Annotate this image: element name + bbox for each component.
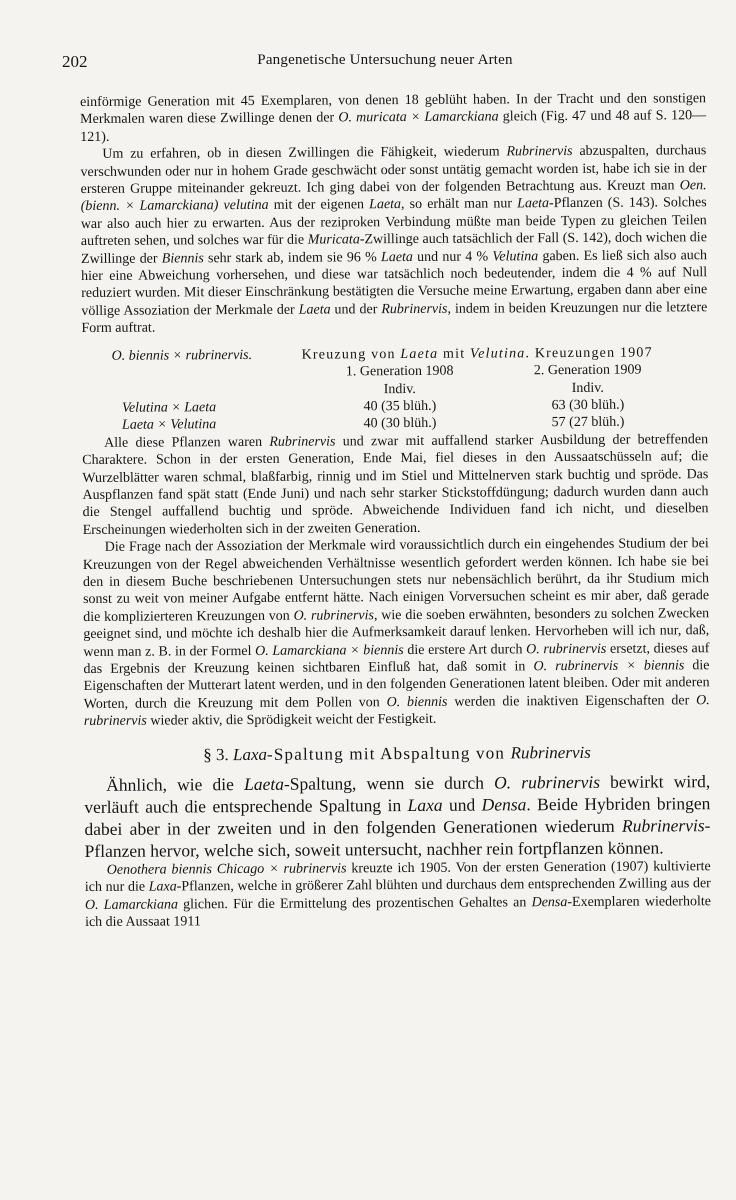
column-subheader: Indiv. <box>383 381 416 397</box>
cross-label: O. biennis × rubrinervis. <box>111 347 253 364</box>
section-heading: § 3. Laxa-Spaltung mit Abspaltung von Rubrinervis <box>203 742 591 764</box>
table-row: Laeta × Velutina 40 (30 blüh.) 57 (27 blüh.) <box>121 414 625 434</box>
experiment-heading: O. biennis × rubrinervis. Kreuzung von Laeta mit Velutina. Kreuzungen 1907 <box>82 344 708 365</box>
column-header: 1. Generation 1908 <box>345 363 454 380</box>
column-subheader: Indiv. <box>571 380 604 396</box>
body-text <box>80 90 711 931</box>
table-row: Velutina × Laeta 40 (35 blüh.) 63 (30 blüh.) <box>121 397 625 416</box>
column-header: 2. Generation 1909 <box>533 362 642 379</box>
paragraph: einförmige Generation mit 45 Exemplaren, von denen 18 geblüht haben. In der Tracht und den sonstigen Merkmalen waren diese Zwillinge denen der O. muricata × Lamarckiana gleich (Fig. 47 und 48 auf S. 120—121). <box>80 91 707 145</box>
results-table <box>122 361 688 434</box>
paragraph: Oenothera biennis Chicago × rubrinervis kreuzte ich 1905. Von der ersten Generation (1907) kultivierte ich nur die Laxa-Pflanzen, welche in größerer Zahl blühten und durchaus dem entsprechenden Zwilling aus der O. Lamarckiana glichen. Für die Ermittelung des prozentischen Gehaltes an Densa-Exemplaren wiederholte ich die Aussaat 1911 <box>84 859 711 931</box>
page-header <box>62 52 708 78</box>
running-title: Pangenetische Untersuchung neuer Arten <box>257 52 513 68</box>
paragraph-large: Ähnlich, wie die Laeta-Spaltung, wenn sie durch O. rubrinervis bewirkt wird, verläuft auch die entsprechende Spaltung in Laxa und Densa. Beide Hybriden bringen dabei aber in der zweiten und in den folgenden Generationen wiederum Rubrinervis-Pflanzen hervor, welche sich, soweit untersucht, nachher rein fortpflanzen können. <box>84 771 711 862</box>
paragraph: Um zu erfahren, ob in diesen Zwillingen die Fähigkeit, wiederum Rubrinervis abzuspalten, durchaus verschwunden oder nur in hohem Grade geschwächt oder sonst untätig gemacht worden ist, habe ich sie in der ersteren Gruppe miteinander gekreuzt. Ich ging dabei von der folgenden Betrachtung aus. Kreuzt man Oen. (bienn. × Lamarckiana) velutina mit der eigenen Laeta, so erhält man nur Laeta-Pflanzen (S. 143). Solches war also auch hier zu erwarten. Aus der reziproken Verbindung müßte man beide Typen zu gleichen Teilen auftreten sehen, und solches war für die Muricata-Zwillinge auch tatsächlich der Fall (S. 142), doch wichen die Zwillinge der Biennis sehr stark ab, indem sie 96 % Laeta und nur 4 % Velutina gaben. Es ließ sich also auch hier eine Abweichung vorhersehen, und diese war tatsächlich noch bedeutender, indem die 4 % auf Null reduziert wurden. Mit dieser Einschränkung bestätigten die Versuche meine Erwartung, ergaben dann aber eine völlige Assoziation der Merkmale der Laeta und der Rubrinervis, indem in beiden Kreuzungen nur die letztere Form auftrat. <box>80 143 708 337</box>
paragraph: Alle diese Pflanzen waren Rubrinervis und zwar mit auffallend starker Ausbildung der betreffenden Charaktere. Schon in der ersten Generation, Ende Mai, fiel dieses in den Aussaatschüsseln auf; die Wurzelblätter waren schmal, blaßfarbig, rinnig und im Stiel und Mittelnerven stark buchtig und spröde. Das Auspflanzen fand spät statt (Ende Juni) und nach sehr starker Stickstoffdüngung; dadurch wurden dann auch die Stengel auffallend buchtig und spröde. Abweichende Individuen fand ich nicht, und dieselben Erscheinungen wiederholten sich in der zweiten Generation. <box>82 431 709 538</box>
paragraph: Die Frage nach der Assoziation der Merkmale wird voraussichtlich durch ein eingehendes Studium der bei Kreuzungen von der Regel abweichenden Verhältnisse wesentlich gefordert werden können. Ich habe sie bei den in diesem Buche beschriebenen Untersuchungen stets nur nebensächlich berührt, da ihr Studium mich sonst zu weit von meiner Aufgabe entfernt hätte. Nach einigen Vorversuchen scheint es mir aber, daß gerade die komplizierteren Kreuzungen von O. rubrinervis, wie die soeben erwähnten, besonders zu solchen Zwecken geeignet sind, und möchte ich deshalb hier die Aufmerksamkeit darauf lenken. Hervorheben will ich nur, daß, wenn man z. B. in der Formel O. Lamarckiana × biennis die erstere Art durch O. rubrinervis ersetzt, dieses auf das Ergebnis der Kreuzung keinen sichtbaren Einfluß hat, daß somit in O. rubrinervis × biennis die Eigenschaften der Mutterart latent werden, und in den folgenden Generationen latent bleiben. Oder mit anderen Worten, durch die Kreuzung mit dem Pollen von O. biennis werden die inaktiven Eigenschaften der O. rubrinervis wieder aktiv, die Sprödigkeit weicht der Festigkeit. <box>82 536 710 730</box>
page-number: 202 <box>62 52 88 71</box>
